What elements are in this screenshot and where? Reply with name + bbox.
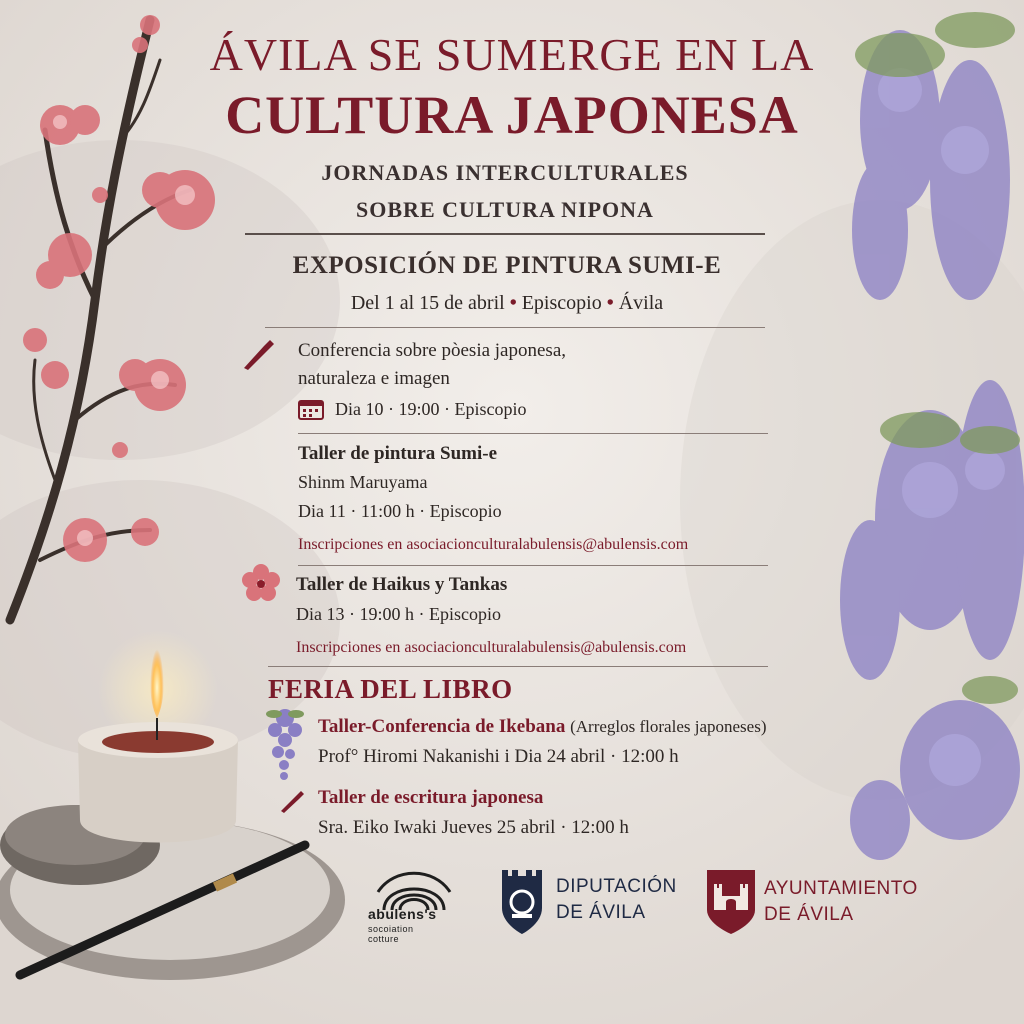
ayuntamiento-line-1: AYUNTAMIENTO bbox=[764, 878, 918, 899]
ikebana-line bbox=[318, 716, 766, 738]
escritura-title: Taller de escritura japonesa bbox=[318, 787, 544, 808]
abulensis-logo bbox=[364, 862, 464, 944]
divider bbox=[298, 565, 768, 566]
escritura-teacher: Sra. Eiko Iwaki bbox=[318, 817, 437, 838]
escritura-details bbox=[318, 817, 629, 839]
exposicion-heading: EXPOSICIÓN DE PINTURA SUMI-E bbox=[292, 252, 722, 279]
abulensis-sub-2: cotture bbox=[368, 934, 400, 944]
separator-dot: • bbox=[509, 292, 522, 314]
wisteria-icon bbox=[262, 708, 308, 784]
taller-sumie-schedule: Dia 11 · 11:00 h · Episcopio bbox=[298, 501, 502, 521]
ikebana-teacher: Prof° Hiromi Nakanishi i bbox=[318, 746, 510, 767]
taller-sumie-teacher: Shinm Maruyama bbox=[298, 472, 428, 492]
exposicion-details bbox=[0, 292, 1014, 315]
divider bbox=[265, 327, 765, 328]
conferencia-schedule: Dia 10 · 19:00 · Episcopio bbox=[335, 399, 527, 419]
taller-haikus-signup: Inscripciones en asociacionculturalabulensis@abulensis.com bbox=[296, 639, 687, 656]
feria-heading: FERIA DEL LIBRO bbox=[268, 674, 513, 704]
taller-haikus-schedule: Dia 13 · 19:00 h · Episcopio bbox=[296, 604, 501, 624]
separator-dot: • bbox=[606, 292, 619, 314]
blossom-icon bbox=[240, 563, 282, 603]
abulensis-name: abulens's bbox=[368, 906, 437, 922]
diputacion-line-2: DE ÁVILA bbox=[556, 902, 646, 923]
ayuntamiento-shield-icon bbox=[704, 866, 758, 936]
ayuntamiento-line-2: DE ÁVILA bbox=[764, 904, 854, 925]
taller-sumie-title: Taller de pintura Sumi-e bbox=[298, 443, 497, 464]
taller-sumie-signup: Inscripciones en asociacionculturalabulensis@abulensis.com bbox=[298, 536, 689, 553]
divider bbox=[268, 666, 768, 667]
taller-haikus-title: Taller de Haikus y Tankas bbox=[296, 574, 508, 595]
calendar-icon bbox=[298, 398, 324, 420]
divider bbox=[298, 433, 768, 434]
escritura-date: Jueves 25 abril · 12:00 h bbox=[441, 817, 629, 838]
brush-icon bbox=[240, 336, 278, 372]
ikebana-note: (Arreglos florales japoneses) bbox=[570, 717, 767, 736]
brush-icon bbox=[278, 788, 306, 814]
exposicion-city: Ávila bbox=[618, 292, 664, 314]
ikebana-details bbox=[318, 746, 679, 768]
divider bbox=[245, 233, 765, 235]
conferencia-title-1: Conferencia sobre pòesia japonesa, bbox=[298, 340, 567, 361]
abulensis-sub bbox=[368, 924, 414, 944]
exposicion-dates: Del 1 al 15 de abril bbox=[350, 292, 505, 314]
conferencia-title-2: naturaleza e imagen bbox=[298, 368, 450, 389]
ikebana-date: Dia 24 abril · 12:00 h bbox=[514, 746, 679, 767]
diputacion-shield-icon bbox=[498, 868, 546, 938]
abulensis-emblem bbox=[364, 862, 464, 912]
diputacion-line-1: DIPUTACIÓN bbox=[556, 876, 677, 897]
title-line-2: CULTURA JAPONESA bbox=[225, 85, 799, 145]
ikebana-title: Taller-Conferencia de Ikebana bbox=[318, 716, 566, 737]
subtitle-line-1: JORNADAS INTERCULTURALES bbox=[321, 160, 689, 185]
title-line-1: ÁVILA SE SUMERGE EN LA bbox=[209, 29, 815, 80]
subtitle-line-2: SOBRE CULTURA NIPONA bbox=[356, 197, 654, 222]
abulensis-sub-1: socoiation bbox=[368, 924, 414, 934]
exposicion-venue: Episcopio bbox=[521, 292, 602, 314]
